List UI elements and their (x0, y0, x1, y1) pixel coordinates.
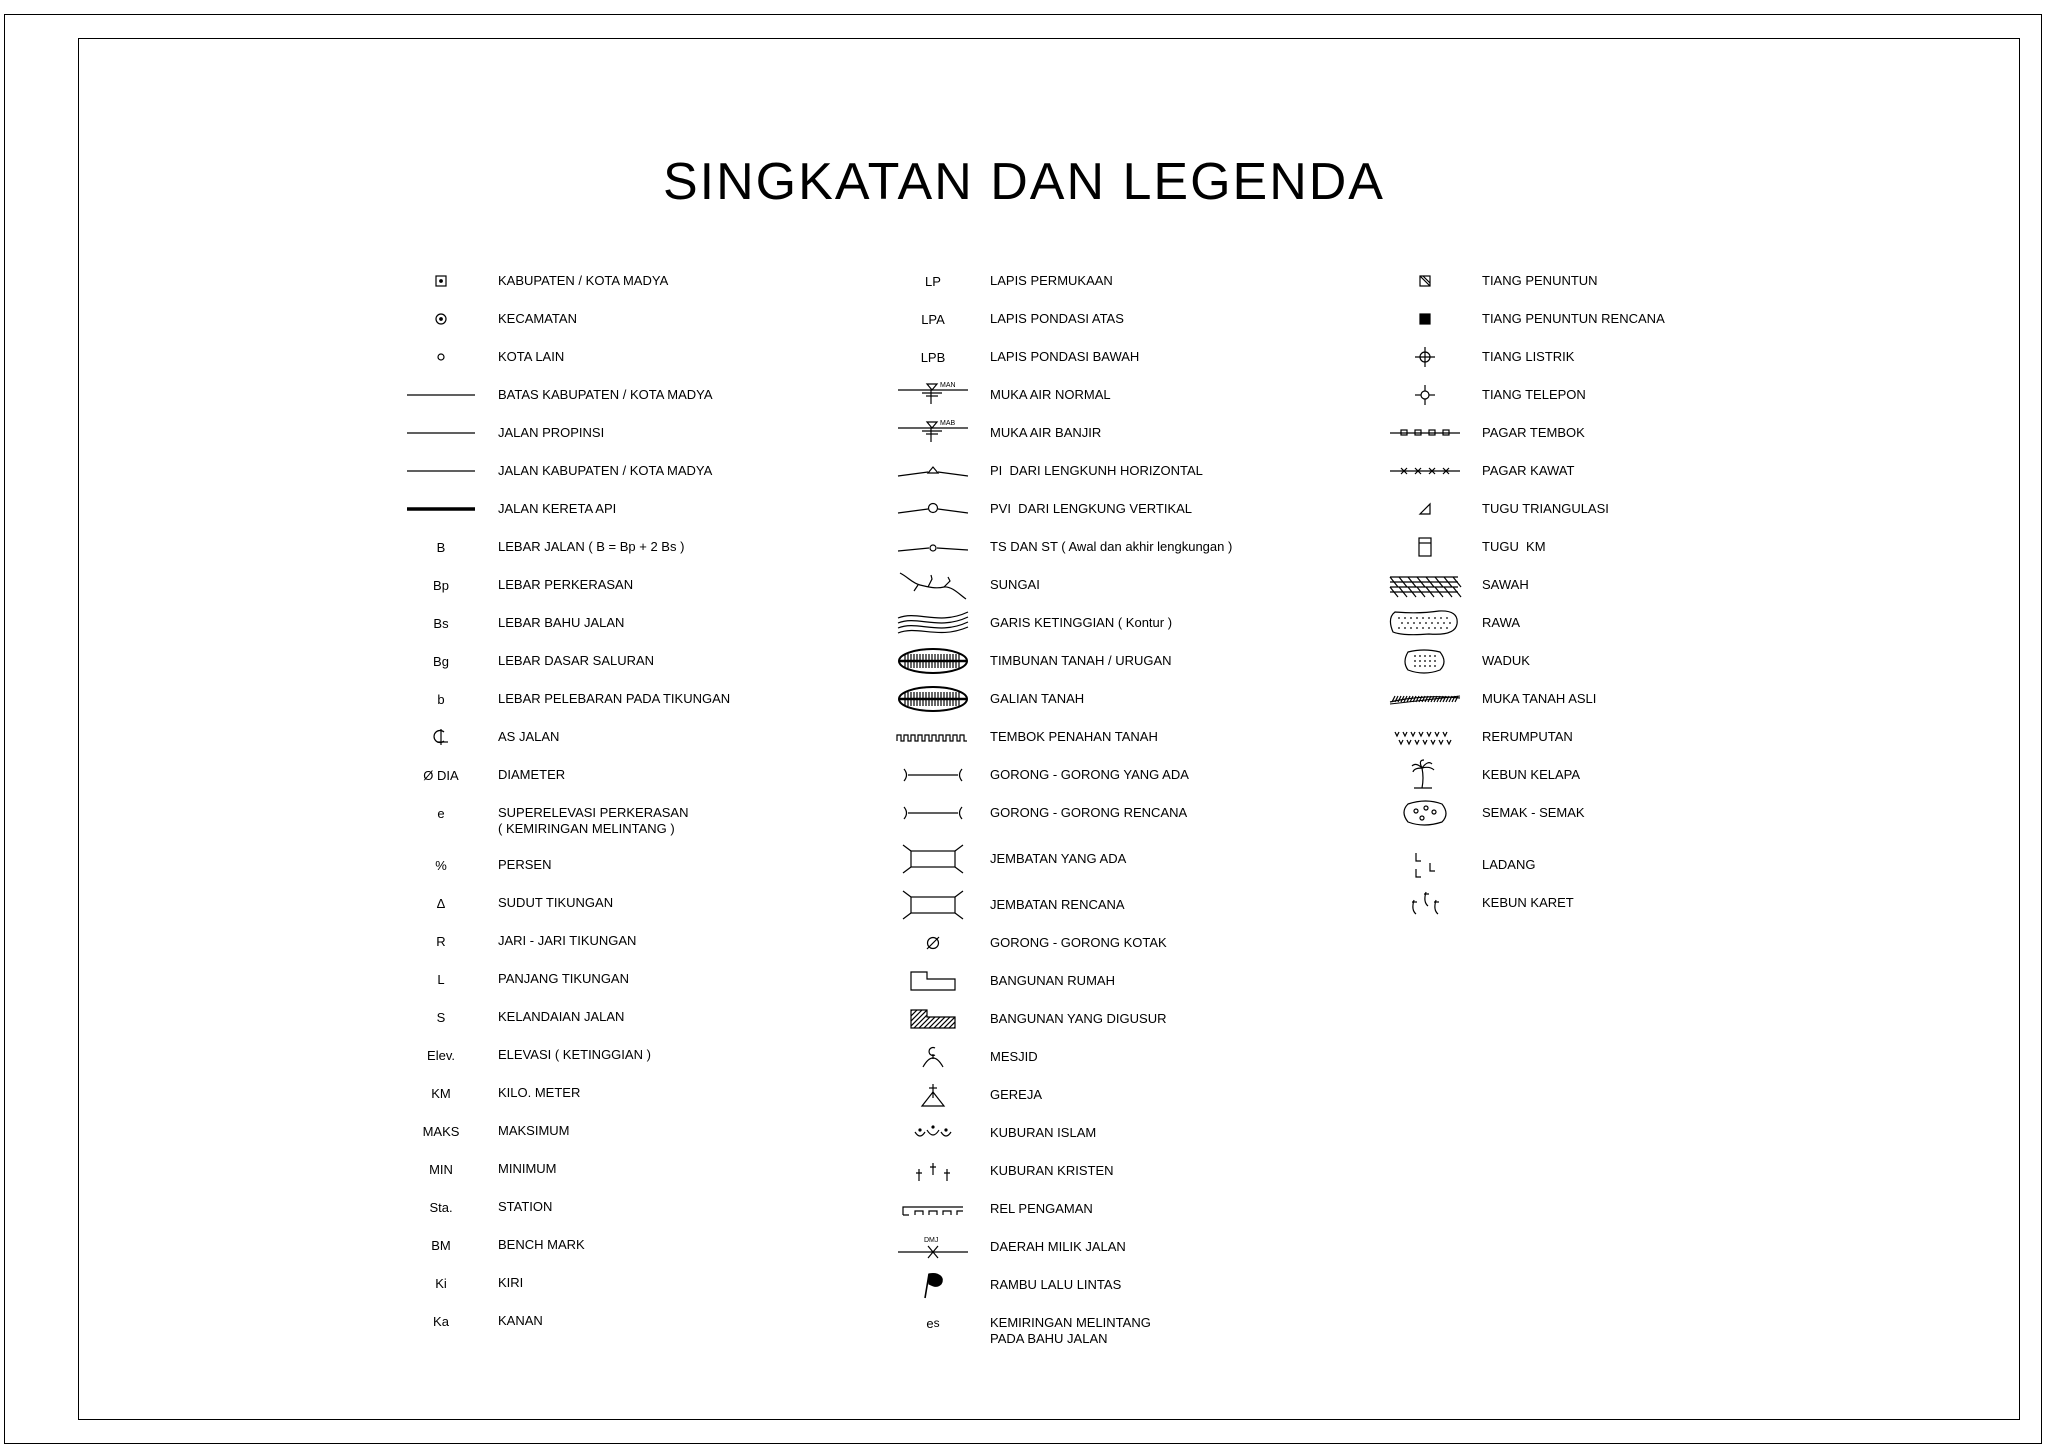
abbr-text: Ka (433, 1313, 449, 1329)
legend-label: KEBUN KELAPA (1482, 767, 1581, 782)
abbr-text: BM (431, 1237, 451, 1253)
legend-label: JARI - JARI TIKUNGAN (498, 933, 637, 948)
legend-label: SUPERELEVASI PERKERASAN ( KEMIRINGAN MELINTANG ) (498, 805, 689, 836)
abbreviation (396, 888, 486, 918)
wall-fence-icon (1380, 418, 1470, 448)
demolished-building-icon (888, 1004, 978, 1034)
legend-label: GALIAN TANAH (990, 691, 1085, 706)
legend-label: MINIMUM (498, 1161, 557, 1176)
abbreviation (396, 532, 486, 562)
water-level-normal-icon (888, 380, 978, 410)
legend-label: LAPIS PERMUKAAN (990, 273, 1113, 288)
abbr-text: Δ (436, 895, 446, 911)
abbreviation (396, 1268, 486, 1298)
right-of-way-icon (888, 1232, 978, 1262)
abbreviation (888, 266, 978, 296)
abbr-text: Ki (435, 1275, 447, 1291)
symbol-tag: MAB (940, 420, 956, 427)
mosque-icon (888, 1042, 978, 1072)
abbreviation (396, 850, 486, 880)
triangulation-icon (1380, 494, 1470, 524)
legend-label: JALAN KABUPATEN / KOTA MADYA (498, 463, 713, 478)
legend-label: TUGU KM (1482, 539, 1546, 554)
abbreviation (396, 570, 486, 600)
coconut-tree-icon (1380, 760, 1470, 790)
house-icon (888, 966, 978, 996)
abbreviation (396, 1040, 486, 1070)
horizontal-pi-icon (888, 456, 978, 486)
legend-label: PANJANG TIKUNGAN (498, 971, 629, 986)
legend-label: JALAN KERETA API (498, 501, 617, 516)
legend-label: KUBURAN KRISTEN (990, 1163, 1114, 1178)
culvert-existing-icon (888, 760, 978, 790)
retaining-wall-icon (888, 722, 978, 752)
legend-label: TIANG PENUNTUN (1482, 273, 1598, 288)
abbreviation (396, 1116, 486, 1146)
legend-label: JALAN PROPINSI (498, 425, 605, 440)
box-culvert-icon (888, 928, 978, 958)
legend-label: PAGAR TEMBOK (1482, 425, 1585, 440)
legend-label: LAPIS PONDASI BAWAH (990, 349, 1140, 364)
abbreviation (396, 964, 486, 994)
legend-label: LEBAR BAHU JALAN (498, 615, 625, 630)
legend-label: AS JALAN (498, 729, 560, 744)
legend-label: KEBUN KARET (1482, 895, 1574, 910)
abbr-text: LP (925, 273, 941, 289)
legend-title: SINGKATAN DAN LEGENDA (663, 153, 1385, 211)
legend-label: TS DAN ST ( Awal dan akhir lengkungan ) (990, 539, 1233, 554)
abbreviation (396, 1002, 486, 1032)
legend-label: KABUPATEN / KOTA MADYA (498, 273, 669, 288)
legend-label: MUKA AIR NORMAL (990, 387, 1111, 402)
grass-icon (1380, 722, 1470, 752)
christian-cemetery-icon (888, 1156, 978, 1186)
guide-post-icon (1380, 266, 1470, 296)
legend-label: GEREJA (990, 1087, 1043, 1102)
abbreviation (396, 1192, 486, 1222)
legend-label: LEBAR JALAN ( B = Bp + 2 Bs ) (498, 539, 685, 554)
legend-label: LEBAR DASAR SALURAN (498, 653, 655, 668)
abbr-subscript: s (933, 1316, 940, 1330)
abbr-text: Elev. (427, 1047, 455, 1063)
km-post-icon (1380, 532, 1470, 562)
abbr-text: e (926, 1315, 934, 1331)
abbr-text: MAKS (422, 1123, 460, 1139)
legend-label: BENCH MARK (498, 1237, 585, 1252)
legend-label: SEMAK - SEMAK (1482, 805, 1585, 820)
traffic-sign-icon (888, 1270, 978, 1300)
legend-label: MAKSIMUM (498, 1123, 570, 1138)
abbr-text: % (435, 857, 447, 873)
embankment-icon (888, 646, 978, 676)
legend-label: KELANDAIAN JALAN (498, 1009, 625, 1024)
church-icon (888, 1080, 978, 1110)
symbol-tag: DMJ (924, 1237, 939, 1244)
legend-label: WADUK (1482, 653, 1530, 668)
legend-label: LADANG (1482, 857, 1536, 872)
legend-label: SAWAH (1482, 577, 1529, 592)
legend-label: ELEVASI ( KETINGGIAN ) (498, 1047, 651, 1062)
abbreviation (396, 1154, 486, 1184)
abbr-text: Bp (433, 577, 449, 593)
planned-guide-post-icon (1380, 304, 1470, 334)
legend-label: JEMBATAN YANG ADA (990, 851, 1127, 866)
abbr-text: b (437, 691, 445, 707)
abbr-text: L (437, 971, 445, 987)
legend-label: RERUMPUTAN (1482, 729, 1573, 744)
legend-label: KILO. METER (498, 1085, 581, 1100)
legend-label: KOTA LAIN (498, 349, 565, 364)
thin-line-icon (396, 418, 486, 448)
abbr-text: LPA (921, 311, 945, 327)
legend-label: KEMIRINGAN MELINTANG PADA BAHU JALAN (990, 1315, 1151, 1346)
legend-label: SUNGAI (990, 577, 1040, 592)
legend-label: RAMBU LALU LINTAS (990, 1277, 1122, 1292)
thick-line-icon (396, 494, 486, 524)
legend-label: STATION (498, 1199, 553, 1214)
guardrail-icon (888, 1194, 978, 1224)
circle-dot-icon (396, 304, 486, 334)
legend-label: DIAMETER (498, 767, 566, 782)
legend-label: BANGUNAN RUMAH (990, 973, 1115, 988)
abbreviation (396, 798, 486, 828)
ts-st-icon (888, 532, 978, 562)
water-level-flood-icon (888, 418, 978, 448)
symbol-tag: MAN (940, 382, 956, 389)
abbreviation (396, 1078, 486, 1108)
legend-label: TIANG PENUNTUN RENCANA (1482, 311, 1665, 326)
abbreviation (396, 608, 486, 638)
islamic-cemetery-icon (888, 1118, 978, 1148)
legend-label: LEBAR PELEBARAN PADA TIKUNGAN (498, 691, 731, 706)
abbreviation (396, 760, 486, 790)
abbreviation (888, 304, 978, 334)
legend-label: GORONG - GORONG KOTAK (990, 935, 1167, 950)
power-pole-icon (1380, 342, 1470, 372)
vertical-pvi-icon (888, 494, 978, 524)
abbreviation (396, 1306, 486, 1336)
legend-label: KIRI (498, 1275, 524, 1290)
legend-label: KECAMATAN (498, 311, 577, 326)
legend-label: TEMBOK PENAHAN TANAH (990, 729, 1158, 744)
centerline-icon (396, 722, 486, 752)
legend-label: KANAN (498, 1313, 543, 1328)
ground-surface-icon (1380, 684, 1470, 714)
legend-label: MUKA TANAH ASLI (1482, 691, 1597, 706)
legend-label: PERSEN (498, 857, 552, 872)
abbr-text: Sta. (429, 1199, 453, 1215)
legend-label: BANGUNAN YANG DIGUSUR (990, 1011, 1167, 1026)
swamp-icon (1380, 608, 1470, 638)
legend-label: GORONG - GORONG YANG ADA (990, 767, 1189, 782)
legend-label: TIANG TELEPON (1482, 387, 1586, 402)
abbr-text: R (436, 933, 446, 949)
thin-line-icon (396, 456, 486, 486)
abbr-text: LPB (920, 349, 946, 365)
abbreviation (396, 1230, 486, 1260)
legend-label: TUGU TRIANGULASI (1482, 501, 1609, 516)
small-circle-icon (396, 342, 486, 372)
contour-icon (888, 608, 978, 638)
legend-label: GARIS KETINGGIAN ( Kontur ) (990, 615, 1173, 630)
legend-label: RAWA (1482, 615, 1521, 630)
abbr-text: MIN (429, 1161, 453, 1177)
legend-label: DAERAH MILIK JALAN (990, 1239, 1126, 1254)
rubber-plantation-icon (1380, 888, 1470, 918)
legend-label: PAGAR KAWAT (1482, 463, 1575, 478)
legend-label: TIANG LISTRIK (1482, 349, 1575, 364)
legend-label: LEBAR PERKERASAN (498, 577, 634, 592)
abbr-text: Bg (433, 653, 449, 669)
shrub-icon (1380, 798, 1470, 828)
excavation-icon (888, 684, 978, 714)
abbreviation (396, 926, 486, 956)
abbr-text: S (436, 1009, 446, 1025)
abbreviation (888, 342, 978, 372)
legend-label: TIMBUNAN TANAH / URUGAN (990, 653, 1172, 668)
legend-label: REL PENGAMAN (990, 1201, 1093, 1216)
square-dot-icon (396, 266, 486, 296)
legend-label: MUKA AIR BANJIR (990, 425, 1102, 440)
legend-label: SUDUT TIKUNGAN (498, 895, 614, 910)
reservoir-icon (1380, 646, 1470, 676)
culvert-planned-icon (888, 798, 978, 828)
shoulder-slope-icon (888, 1308, 978, 1338)
abbreviation (396, 646, 486, 676)
field-icon (1380, 850, 1470, 880)
abbr-text: KM (431, 1085, 451, 1101)
thin-line-icon (396, 380, 486, 410)
abbr-text: Ø DIA (423, 767, 459, 783)
legend-label: JEMBATAN RENCANA (990, 897, 1125, 912)
rice-field-icon (1380, 570, 1470, 600)
bridge-existing-icon (888, 844, 978, 874)
legend-label: PVI DARI LENGKUNG VERTIKAL (990, 501, 1193, 516)
legend-label: BATAS KABUPATEN / KOTA MADYA (498, 387, 713, 402)
bridge-planned-icon (888, 890, 978, 920)
legend-label: PI DARI LENGKUNH HORIZONTAL (990, 463, 1203, 478)
abbr-text: B (436, 539, 446, 555)
wire-fence-icon (1380, 456, 1470, 486)
legend-label: MESJID (990, 1049, 1038, 1064)
river-icon (888, 570, 978, 600)
legend-label: GORONG - GORONG RENCANA (990, 805, 1188, 820)
abbr-text: e (437, 805, 445, 821)
abbreviation (396, 684, 486, 714)
telephone-pole-icon (1380, 380, 1470, 410)
legend-label: LAPIS PONDASI ATAS (990, 311, 1124, 326)
abbr-text: Bs (433, 615, 449, 631)
legend-label: KUBURAN ISLAM (990, 1125, 1097, 1140)
